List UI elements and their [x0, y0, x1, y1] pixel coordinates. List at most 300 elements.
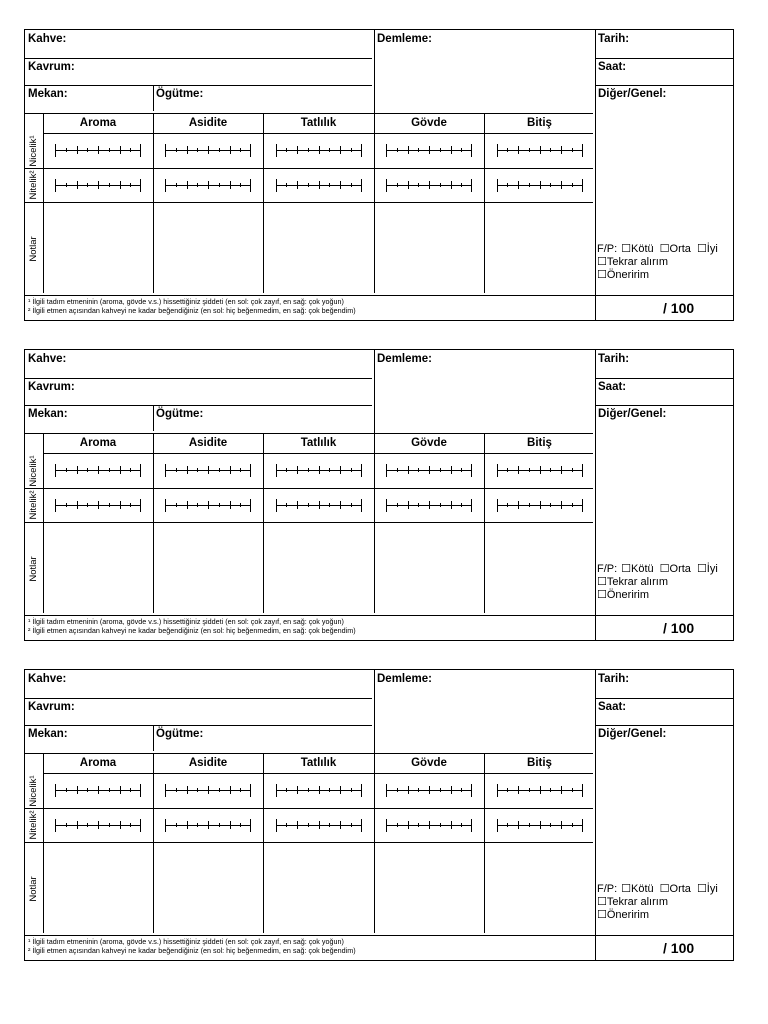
scale-tick — [77, 466, 78, 474]
scale-minor-tick — [572, 148, 573, 152]
scale-minor-tick — [397, 183, 398, 187]
roast-field[interactable] — [85, 380, 370, 403]
scale-tick — [429, 501, 430, 509]
fp-buy-again-checkbox[interactable]: ☐Tekrar alırım — [597, 256, 668, 268]
scale-minor-tick — [286, 788, 287, 792]
scale-minor-tick — [87, 183, 88, 187]
scale-end-tick — [386, 819, 387, 832]
notes-field[interactable] — [376, 844, 482, 933]
date-field[interactable] — [635, 32, 730, 56]
quality-scale[interactable] — [276, 818, 362, 832]
scale-tick — [319, 146, 320, 154]
scale-minor-tick — [550, 788, 551, 792]
scale-tick — [77, 181, 78, 189]
scale-minor-tick — [308, 183, 309, 187]
date-label: Tarih: — [598, 33, 630, 45]
scale-minor-tick — [308, 148, 309, 152]
intensity-scale[interactable] — [497, 143, 583, 157]
divider — [25, 378, 372, 379]
scale-end-tick — [165, 144, 166, 157]
scale-tick — [120, 501, 121, 509]
scale-tick — [208, 786, 209, 794]
scale-minor-tick — [351, 503, 352, 507]
scale-minor-tick — [461, 823, 462, 827]
grind-field[interactable] — [211, 87, 370, 111]
divider — [484, 113, 485, 293]
scale-minor-tick — [397, 148, 398, 152]
scale-tick — [230, 146, 231, 154]
divider — [25, 202, 593, 203]
scale-minor-tick — [176, 503, 177, 507]
coffee-field[interactable] — [85, 672, 370, 696]
scale-minor-tick — [572, 503, 573, 507]
divider — [595, 378, 733, 379]
intensity-scale[interactable] — [276, 783, 362, 797]
divider — [25, 725, 372, 726]
footnote-intensity: ¹ İlgili tadım etmeninin (aroma, gövde v.s.) hissettiğiniz şiddeti (en sol: çok zayıf, en sağ: çok yoğun) — [28, 617, 344, 626]
scale-end-tick — [55, 784, 56, 797]
scale-minor-tick — [418, 148, 419, 152]
scale-tick — [540, 146, 541, 154]
brew-method-field[interactable] — [436, 352, 591, 431]
divider — [374, 350, 375, 613]
scale-end-tick — [361, 819, 362, 832]
scale-end-tick — [165, 179, 166, 192]
scale-minor-tick — [572, 788, 573, 792]
scale-end-tick — [471, 144, 472, 157]
quality-scale[interactable] — [386, 178, 472, 192]
scale-minor-tick — [286, 468, 287, 472]
intensity-scale[interactable] — [165, 463, 251, 477]
column-header: Gövde — [411, 117, 447, 129]
column-header: Asidite — [188, 757, 228, 769]
notes-row-label: Notlar — [28, 875, 39, 902]
quality-scale[interactable] — [497, 818, 583, 832]
scale-tick — [518, 181, 519, 189]
scale-minor-tick — [572, 823, 573, 827]
quality-scale[interactable] — [386, 498, 472, 512]
scale-minor-tick — [418, 788, 419, 792]
scale-tick — [518, 501, 519, 509]
divider — [374, 670, 375, 933]
intensity-scale[interactable] — [497, 463, 583, 477]
scale-end-tick — [55, 179, 56, 192]
intensity-row-label: Nicelik¹ — [28, 774, 39, 807]
quality-scale[interactable] — [497, 498, 583, 512]
scale-minor-tick — [461, 148, 462, 152]
scale-tick — [518, 146, 519, 154]
column-header: Aroma — [79, 117, 117, 129]
column-header: Aroma — [79, 757, 117, 769]
scale-end-tick — [582, 464, 583, 477]
divider — [25, 842, 593, 843]
scale-end-tick — [250, 144, 251, 157]
quality-scale[interactable] — [55, 178, 141, 192]
scale-minor-tick — [176, 468, 177, 472]
scale-minor-tick — [529, 823, 530, 827]
grind-label: Ögütme: — [156, 408, 204, 420]
scale-minor-tick — [87, 468, 88, 472]
other-general-field[interactable] — [598, 743, 730, 878]
date-label: Tarih: — [598, 353, 630, 365]
scale-end-tick — [276, 464, 277, 477]
place-field[interactable] — [75, 407, 149, 431]
scale-minor-tick — [87, 148, 88, 152]
scale-tick — [518, 786, 519, 794]
scale-minor-tick — [507, 823, 508, 827]
scale-minor-tick — [109, 823, 110, 827]
date-field[interactable] — [635, 672, 730, 696]
quality-scale[interactable] — [497, 178, 583, 192]
notes-field[interactable] — [376, 524, 482, 613]
scale-tick — [297, 181, 298, 189]
grind-label: Ögütme: — [156, 88, 204, 100]
quality-scale[interactable] — [165, 818, 251, 832]
scale-minor-tick — [507, 788, 508, 792]
divider — [374, 30, 375, 293]
intensity-scale[interactable] — [386, 463, 472, 477]
scale-tick — [319, 501, 320, 509]
time-field[interactable] — [635, 700, 730, 723]
footnote-quality: ² İlgili etmen açısından kahveyi ne kadar beğendiğiniz (en sol: hiç beğenmedim, en sağ: çok beğendim) — [28, 626, 356, 635]
scale-tick — [208, 181, 209, 189]
roast-label: Kavrum: — [28, 701, 75, 713]
scale-minor-tick — [176, 788, 177, 792]
divider — [595, 405, 733, 406]
fp-line — [597, 563, 718, 576]
grind-field[interactable] — [211, 727, 370, 751]
divider — [25, 433, 593, 434]
other-general-field[interactable] — [598, 103, 730, 238]
scale-tick — [408, 786, 409, 794]
place-field[interactable] — [75, 87, 149, 111]
place-field[interactable] — [75, 727, 149, 751]
quality-scale[interactable] — [386, 818, 472, 832]
scale-minor-tick — [176, 183, 177, 187]
brew-method-label: Demleme: — [377, 673, 432, 685]
other-general-label: Diğer/Genel: — [598, 88, 667, 100]
scale-end-tick — [55, 499, 56, 512]
scale-minor-tick — [440, 183, 441, 187]
fp-good-checkbox[interactable]: ☐İyi — [696, 243, 718, 255]
divider — [43, 133, 593, 134]
notes-field[interactable] — [155, 524, 261, 613]
scale-tick — [451, 821, 452, 829]
grind-field[interactable] — [211, 407, 370, 431]
scale-tick — [518, 821, 519, 829]
coffee-field[interactable] — [85, 32, 370, 56]
fp-medium-checkbox[interactable]: ☐Orta — [659, 563, 691, 575]
scale-minor-tick — [529, 788, 530, 792]
scale-tick — [208, 821, 209, 829]
fp-buy-again-checkbox[interactable]: ☐Tekrar alırım — [597, 576, 668, 588]
scale-minor-tick — [87, 788, 88, 792]
intensity-scale[interactable] — [276, 143, 362, 157]
scale-tick — [408, 146, 409, 154]
fp-medium-checkbox[interactable]: ☐Orta — [659, 243, 691, 255]
scale-minor-tick — [219, 788, 220, 792]
scale-end-tick — [361, 179, 362, 192]
notes-field[interactable] — [155, 204, 261, 293]
scale-tick — [297, 501, 298, 509]
fp-prefix: F/P: — [597, 883, 618, 895]
scale-tick — [120, 181, 121, 189]
scale-tick — [561, 181, 562, 189]
scale-minor-tick — [507, 503, 508, 507]
scale-tick — [230, 501, 231, 509]
notes-field[interactable] — [486, 844, 593, 933]
scale-minor-tick — [240, 468, 241, 472]
quality-scale[interactable] — [55, 818, 141, 832]
scale-tick — [98, 501, 99, 509]
scale-tick — [187, 786, 188, 794]
divider — [25, 753, 593, 754]
notes-field[interactable] — [376, 204, 482, 293]
fp-bad-checkbox[interactable]: ☐Kötü — [621, 563, 654, 575]
scale-tick — [98, 821, 99, 829]
scale-tick — [120, 146, 121, 154]
divider — [25, 615, 733, 616]
scale-tick — [540, 501, 541, 509]
divider — [43, 773, 593, 774]
scale-tick — [429, 181, 430, 189]
scale-tick — [518, 466, 519, 474]
divider — [153, 405, 154, 431]
intensity-scale[interactable] — [55, 143, 141, 157]
roast-label: Kavrum: — [28, 381, 75, 393]
divider — [484, 433, 485, 613]
tasting-card — [24, 669, 734, 961]
scale-end-tick — [276, 819, 277, 832]
scale-minor-tick — [130, 468, 131, 472]
scale-minor-tick — [418, 183, 419, 187]
divider — [595, 350, 596, 640]
scale-minor-tick — [329, 823, 330, 827]
divider — [263, 753, 264, 933]
divider — [595, 85, 733, 86]
fp-block — [597, 883, 718, 922]
scale-minor-tick — [87, 503, 88, 507]
divider — [43, 433, 44, 613]
scale-end-tick — [361, 784, 362, 797]
scale-minor-tick — [219, 468, 220, 472]
scale-end-tick — [386, 144, 387, 157]
intensity-scale[interactable] — [386, 143, 472, 157]
scale-minor-tick — [351, 788, 352, 792]
scale-tick — [98, 181, 99, 189]
scale-tick — [561, 786, 562, 794]
scale-minor-tick — [308, 468, 309, 472]
scale-minor-tick — [507, 148, 508, 152]
scale-minor-tick — [572, 183, 573, 187]
roast-field[interactable] — [85, 60, 370, 83]
scale-end-tick — [582, 499, 583, 512]
time-field[interactable] — [635, 380, 730, 403]
scale-tick — [98, 466, 99, 474]
brew-method-field[interactable] — [436, 32, 591, 111]
scale-minor-tick — [440, 503, 441, 507]
scale-tick — [187, 181, 188, 189]
scale-minor-tick — [286, 503, 287, 507]
scale-tick — [230, 821, 231, 829]
intensity-scale[interactable] — [386, 783, 472, 797]
notes-field[interactable] — [265, 204, 372, 293]
scale-minor-tick — [66, 183, 67, 187]
brew-method-field[interactable] — [436, 672, 591, 751]
scale-tick — [408, 466, 409, 474]
scale-tick — [451, 466, 452, 474]
scale-minor-tick — [507, 468, 508, 472]
scale-minor-tick — [397, 823, 398, 827]
quality-row-label: Nitelik² — [28, 810, 39, 840]
scale-minor-tick — [219, 148, 220, 152]
scale-tick — [408, 501, 409, 509]
divider — [484, 753, 485, 933]
scale-tick — [120, 786, 121, 794]
scale-minor-tick — [461, 183, 462, 187]
notes-field[interactable] — [486, 524, 593, 613]
fp-recommend-checkbox[interactable]: ☐Öneririm — [597, 589, 650, 601]
quality-scale[interactable] — [165, 178, 251, 192]
scale-tick — [340, 146, 341, 154]
scale-minor-tick — [176, 823, 177, 827]
footnote-quality: ² İlgili etmen açısından kahveyi ne kadar beğendiğiniz (en sol: hiç beğenmedim, en sağ: çok beğendim) — [28, 946, 356, 955]
scale-minor-tick — [550, 183, 551, 187]
divider — [25, 295, 733, 296]
footnote-intensity: ¹ İlgili tadım etmeninin (aroma, gövde v.s.) hissettiğiniz şiddeti (en sol: çok zayıf, en sağ: çok yoğun) — [28, 297, 344, 306]
notes-field[interactable] — [265, 524, 372, 613]
divider — [595, 670, 596, 960]
date-field[interactable] — [635, 352, 730, 376]
notes-field[interactable] — [486, 204, 593, 293]
time-field[interactable] — [635, 60, 730, 83]
score-total: / 100 — [663, 940, 695, 956]
scale-tick — [540, 181, 541, 189]
scale-end-tick — [497, 179, 498, 192]
scale-minor-tick — [308, 503, 309, 507]
scale-end-tick — [140, 179, 141, 192]
divider — [153, 725, 154, 751]
scale-tick — [429, 146, 430, 154]
scale-minor-tick — [66, 148, 67, 152]
fp-recommend-checkbox[interactable]: ☐Öneririm — [597, 269, 650, 281]
scale-tick — [451, 146, 452, 154]
divider — [153, 753, 154, 933]
scale-tick — [230, 181, 231, 189]
quality-scale[interactable] — [276, 178, 362, 192]
scale-end-tick — [386, 784, 387, 797]
scale-minor-tick — [397, 503, 398, 507]
notes-field[interactable] — [265, 844, 372, 933]
scale-minor-tick — [130, 503, 131, 507]
scale-end-tick — [276, 144, 277, 157]
divider — [43, 753, 44, 933]
intensity-scale[interactable] — [55, 783, 141, 797]
scale-minor-tick — [219, 503, 220, 507]
scale-end-tick — [471, 819, 472, 832]
scale-tick — [230, 786, 231, 794]
coffee-field[interactable] — [85, 352, 370, 376]
scale-tick — [319, 786, 320, 794]
scale-minor-tick — [240, 503, 241, 507]
divider — [25, 935, 733, 936]
fp-good-checkbox[interactable]: ☐İyi — [696, 563, 718, 575]
scale-end-tick — [471, 499, 472, 512]
scale-end-tick — [386, 179, 387, 192]
column-header: Asidite — [188, 437, 228, 449]
quality-scale[interactable] — [55, 498, 141, 512]
notes-field[interactable] — [45, 204, 151, 293]
roast-field[interactable] — [85, 700, 370, 723]
intensity-scale[interactable] — [55, 463, 141, 477]
divider — [43, 453, 593, 454]
fp-block — [597, 243, 718, 282]
grind-label: Ögütme: — [156, 728, 204, 740]
scale-end-tick — [361, 499, 362, 512]
time-label: Saat: — [598, 701, 627, 713]
notes-field[interactable] — [45, 844, 151, 933]
notes-field[interactable] — [155, 844, 261, 933]
scale-tick — [297, 786, 298, 794]
fp-bad-checkbox[interactable]: ☐Kötü — [621, 883, 654, 895]
divider — [153, 433, 154, 613]
intensity-scale[interactable] — [497, 783, 583, 797]
scale-end-tick — [140, 499, 141, 512]
scale-tick — [451, 181, 452, 189]
scale-end-tick — [497, 499, 498, 512]
scale-minor-tick — [308, 788, 309, 792]
scale-minor-tick — [219, 823, 220, 827]
quality-scale[interactable] — [276, 498, 362, 512]
place-label: Mekan: — [28, 88, 68, 100]
scale-end-tick — [165, 464, 166, 477]
fp-buy-again-checkbox[interactable]: ☐Tekrar alırım — [597, 896, 668, 908]
intensity-row-label: Nicelik¹ — [28, 454, 39, 487]
scale-tick — [120, 821, 121, 829]
fp-good-checkbox[interactable]: ☐İyi — [696, 883, 718, 895]
divider — [25, 522, 593, 523]
intensity-scale[interactable] — [276, 463, 362, 477]
other-general-field[interactable] — [598, 423, 730, 558]
scale-end-tick — [471, 784, 472, 797]
scale-tick — [561, 466, 562, 474]
brew-method-label: Demleme: — [377, 33, 432, 45]
scale-minor-tick — [550, 823, 551, 827]
notes-field[interactable] — [45, 524, 151, 613]
scale-end-tick — [276, 499, 277, 512]
scale-end-tick — [165, 819, 166, 832]
scale-minor-tick — [130, 823, 131, 827]
intensity-scale[interactable] — [165, 143, 251, 157]
fp-bad-checkbox[interactable]: ☐Kötü — [621, 243, 654, 255]
quality-scale[interactable] — [165, 498, 251, 512]
scale-minor-tick — [109, 148, 110, 152]
scale-end-tick — [165, 499, 166, 512]
fp-prefix: F/P: — [597, 243, 618, 255]
scale-end-tick — [471, 179, 472, 192]
scale-tick — [408, 821, 409, 829]
fp-medium-checkbox[interactable]: ☐Orta — [659, 883, 691, 895]
scale-tick — [297, 466, 298, 474]
score-total: / 100 — [663, 300, 695, 316]
divider — [25, 488, 593, 489]
column-header: Tatlılık — [300, 117, 337, 129]
intensity-scale[interactable] — [165, 783, 251, 797]
scale-minor-tick — [418, 468, 419, 472]
fp-recommend-checkbox[interactable]: ☐Öneririm — [597, 909, 650, 921]
scale-end-tick — [140, 464, 141, 477]
scale-tick — [77, 146, 78, 154]
